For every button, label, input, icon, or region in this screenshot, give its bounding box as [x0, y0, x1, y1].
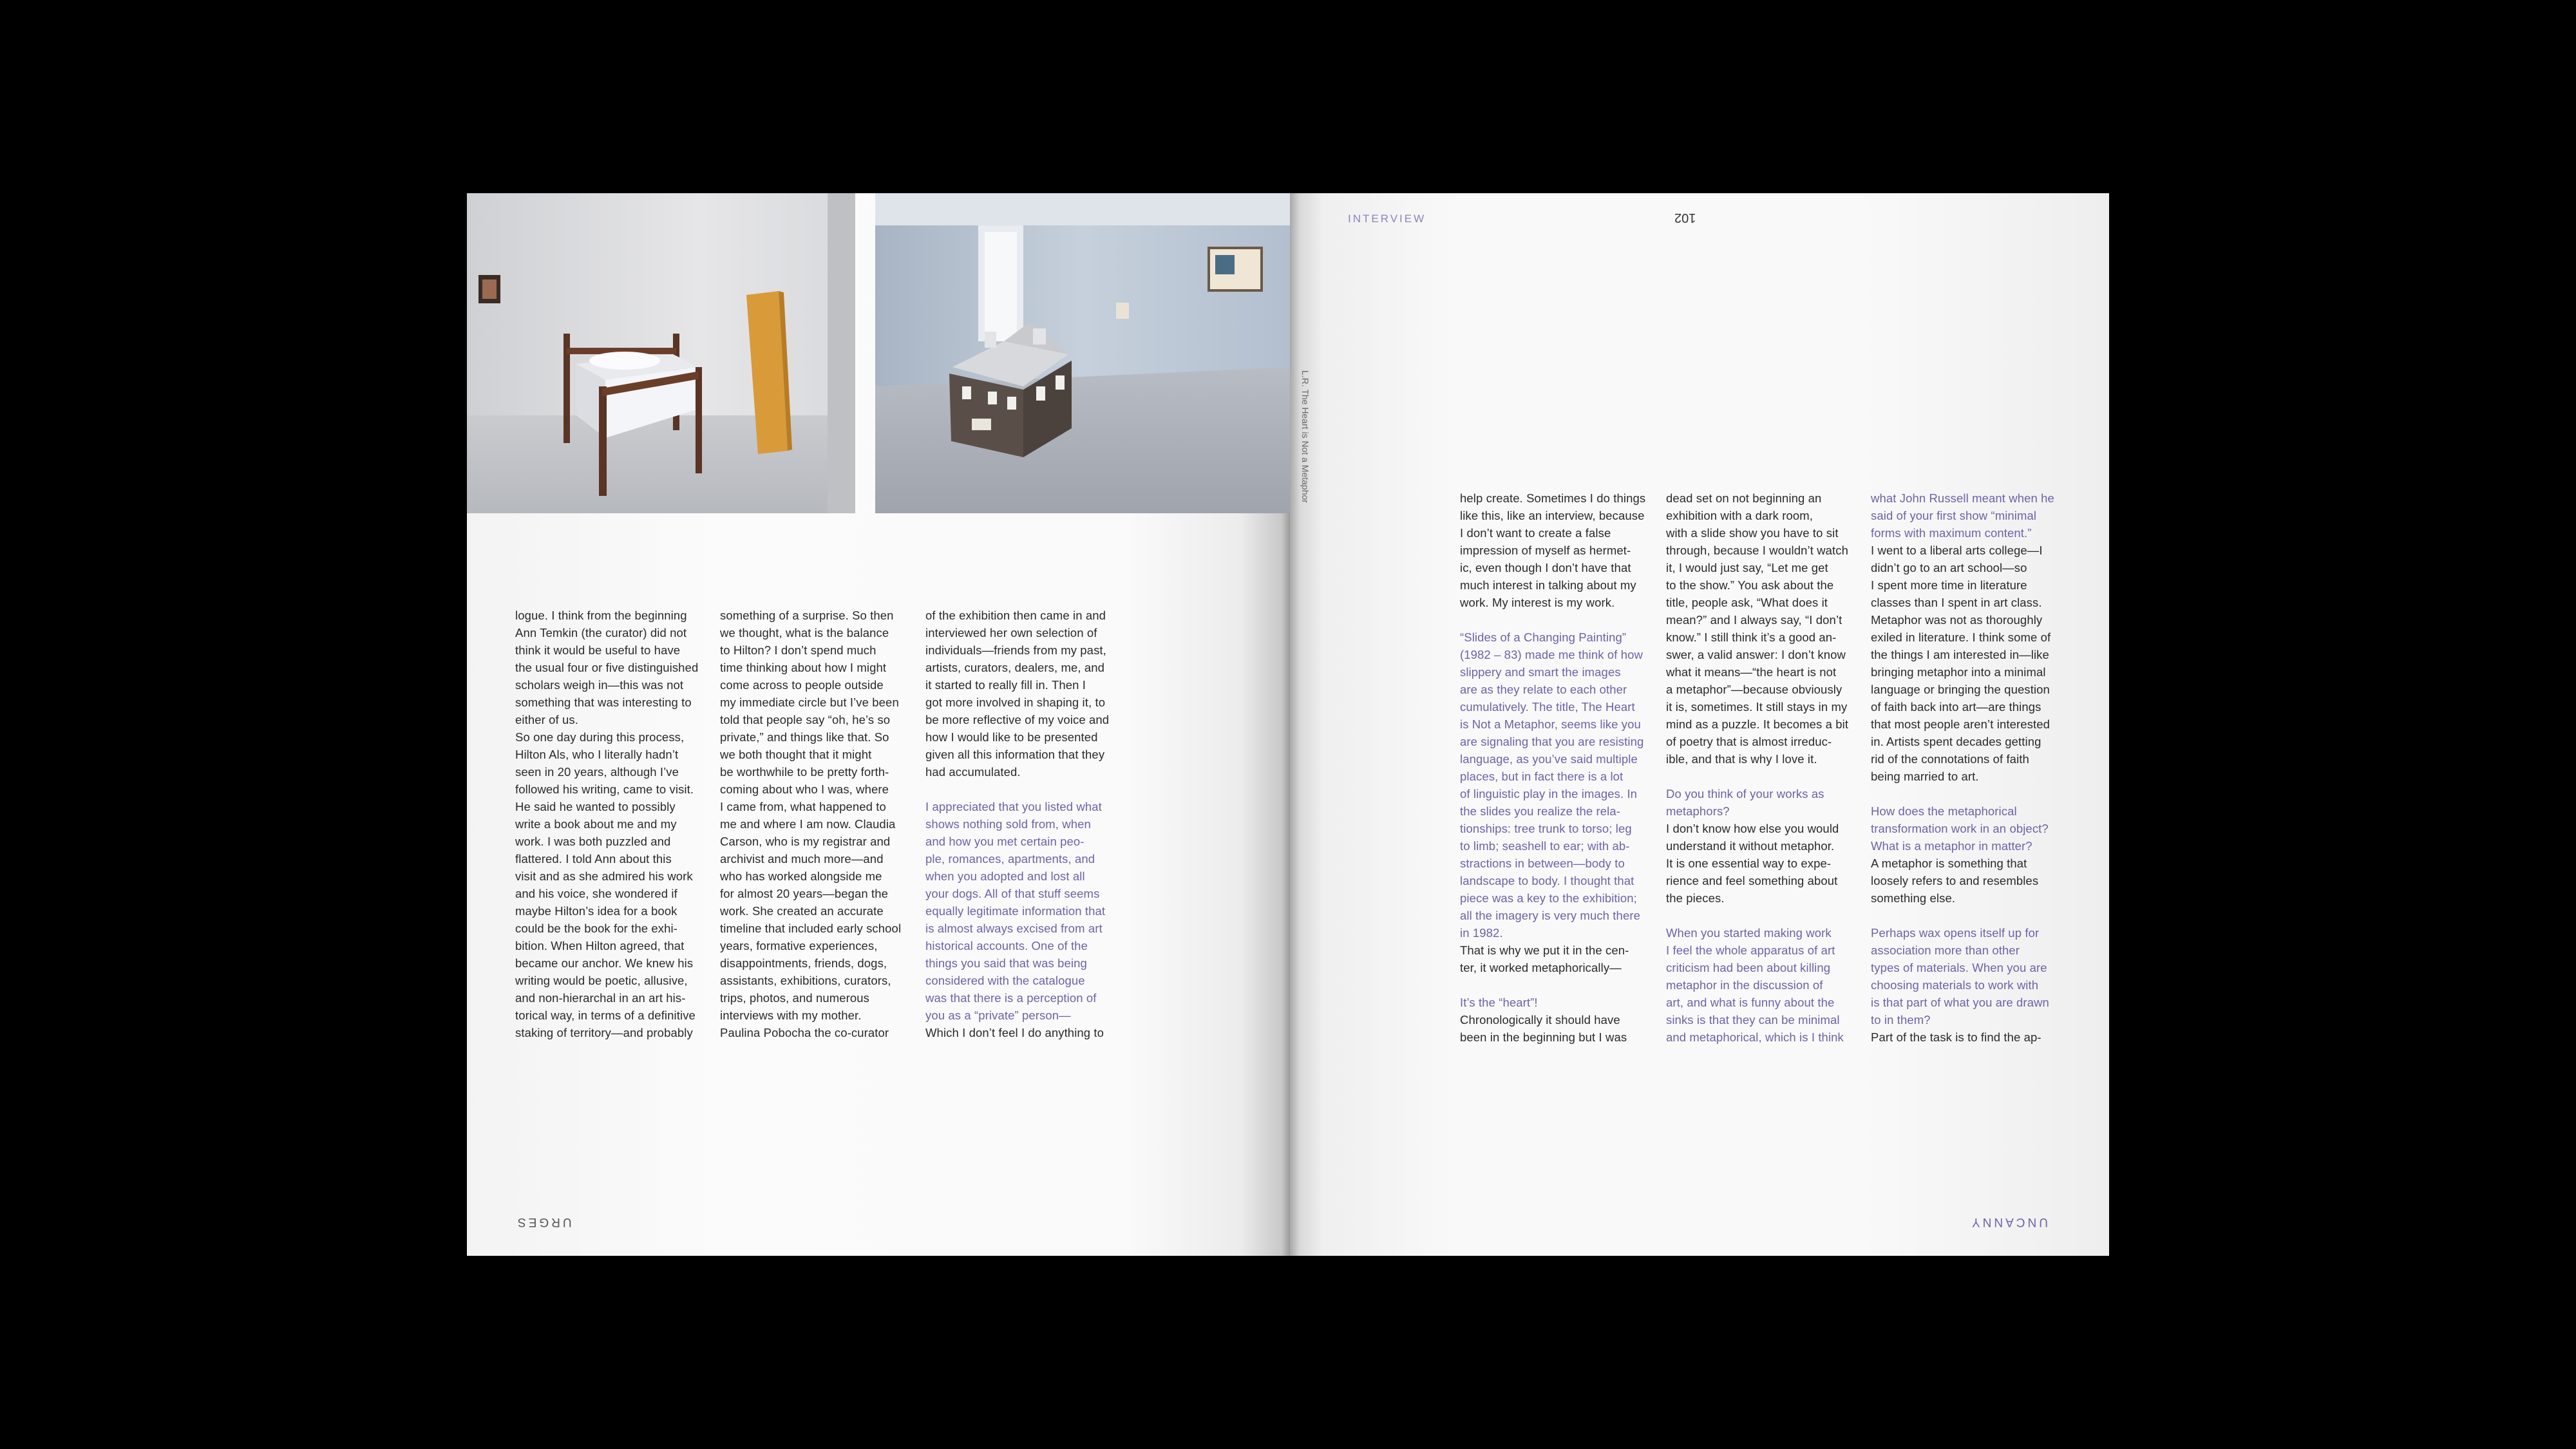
question-line: to limb; seashell to ear; with ab-: [1460, 839, 1630, 853]
question-line: cumulatively. The title, The Heart: [1460, 700, 1635, 714]
text-line: of the exhibition then came in and: [925, 609, 1106, 622]
text-line: ter, it worked metaphorically—: [1460, 961, 1622, 974]
text-line: Hilton Als, who I literally hadn’t: [515, 748, 679, 761]
question-line: things you said that was being: [925, 956, 1087, 970]
text-line: staking of territory—and probably: [515, 1026, 693, 1039]
question-line: you as a “private” person—: [925, 1009, 1071, 1022]
text-line: the things I am interested in—like: [1871, 648, 2049, 661]
question-line: to in them?: [1871, 1013, 1931, 1027]
text-line: told that people say “oh, he’s so: [720, 713, 891, 726]
text-line: of poetry that is almost irreduc-: [1666, 735, 1832, 748]
text-line: That is why we put it in the cen-: [1460, 943, 1629, 957]
text-line: with a slide show you have to sit: [1666, 526, 1839, 540]
text-line: through, because I wouldn’t watch: [1666, 544, 1849, 557]
text-line: had accumulated.: [925, 765, 1021, 779]
text-line: how I would like to be presented: [925, 730, 1098, 744]
text-line: something of a surprise. So then: [720, 609, 894, 622]
text-line: work. I was both puzzled and: [515, 835, 671, 848]
text-line: Chronologically it should have: [1460, 1013, 1620, 1027]
text-line: logue. I think from the beginning: [515, 609, 687, 622]
text-line: think it would be useful to have: [515, 643, 681, 657]
text-line: I don’t know how else you would: [1666, 822, 1839, 835]
text-line: I don’t want to create a false: [1460, 526, 1611, 540]
text-line: He said he wanted to possibly: [515, 800, 676, 813]
running-head-interview: INTERVIEW: [1348, 213, 1426, 225]
question-line: in 1982.: [1460, 926, 1503, 940]
text-line: understand it without metaphor.: [1666, 839, 1835, 853]
question-line: considered with the catalogue: [925, 974, 1085, 987]
text-line: So one day during this process,: [515, 730, 685, 744]
text-line: been in the beginning but I was: [1460, 1030, 1627, 1044]
text-line: I went to a liberal arts college—I: [1871, 544, 2043, 557]
text-line: assistants, exhibitions, curators,: [720, 974, 891, 987]
text-line: timeline that included early school: [720, 922, 902, 935]
text-line: rid of the connotations of faith: [1871, 752, 2029, 766]
paragraph-gap: [1460, 611, 1660, 629]
text-line: title, people ask, “What does it: [1666, 596, 1828, 609]
question-line: I appreciated that you listed what: [925, 800, 1102, 813]
question-line: Do you think of your works as: [1666, 787, 1824, 800]
question-line: What is a metaphor in matter?: [1871, 839, 2032, 853]
question-line: How does the metaphorical: [1871, 804, 2017, 818]
question-line: tionships: tree trunk to torso; leg: [1460, 822, 1632, 835]
question-line: stractions in between—body to: [1460, 857, 1625, 870]
text-line: being married to art.: [1871, 770, 1979, 783]
text-line: and his voice, she wondered if: [515, 887, 677, 900]
question-line: and metaphorical, which is I think: [1666, 1030, 1844, 1044]
text-line: in. Artists spent decades getting: [1871, 735, 2041, 748]
question-line: types of materials. When you are: [1871, 961, 2047, 974]
question-line: was that there is a perception of: [925, 991, 1097, 1005]
text-line: writing would be poetic, allusive,: [515, 974, 688, 987]
text-line: got more involved in shaping it, to: [925, 696, 1106, 709]
vertical-photo-caption: L.R. The Heart is Not a Metaphor: [1300, 370, 1311, 503]
question-line: metaphor in the discussion of: [1666, 978, 1823, 992]
question-line: choosing materials to work with: [1871, 978, 2039, 992]
footer-urges: URGES: [515, 1215, 572, 1229]
text-line: come across to people outside: [720, 678, 884, 692]
text-line: Carson, who is my registrar and: [720, 835, 891, 848]
paragraph-gap: [1871, 785, 2083, 802]
text-line: didn’t go to an art school—so: [1871, 561, 2027, 574]
text-line: either of us.: [515, 713, 578, 726]
text-line: private,” and things like that. So: [720, 730, 889, 744]
bed-installation-photo: [467, 193, 855, 513]
text-line: trips, photos, and numerous: [720, 991, 870, 1005]
text-line: torical way, in terms of a definitive: [515, 1009, 696, 1022]
house-sculpture-photo: [875, 193, 1290, 513]
text-line: work. My interest is my work.: [1460, 596, 1615, 609]
question-line: It’s the “heart”!: [1460, 996, 1538, 1009]
text-line: the pieces.: [1666, 891, 1725, 905]
text-line: be more reflective of my voice and: [925, 713, 1110, 726]
text-line: I came from, what happened to: [720, 800, 886, 813]
paragraph-gap: [1871, 907, 2083, 924]
text-line: Which I don’t feel I do anything to: [925, 1026, 1104, 1039]
text-line: I spent more time in literature: [1871, 578, 2027, 592]
text-line: impression of myself as hermet-: [1460, 544, 1631, 557]
text-line: and non-hierarchal in an art his-: [515, 991, 686, 1005]
question-line: sinks is that they can be minimal: [1666, 1013, 1840, 1027]
text-line: became our anchor. We knew his: [515, 956, 694, 970]
question-line: “Slides of a Changing Painting”: [1460, 630, 1627, 644]
question-line: what John Russell meant when he: [1871, 491, 2054, 505]
question-line: metaphors?: [1666, 804, 1730, 818]
text-line: for almost 20 years—began the: [720, 887, 889, 900]
question-line: forms with maximum content.”: [1871, 526, 2032, 540]
paragraph-gap: [1666, 768, 1866, 785]
text-line: my immediate circle but I’ve been: [720, 696, 899, 709]
right-column-3: [1871, 489, 2083, 1046]
house-sculpture-illustration: [875, 193, 1290, 513]
page-number: 102: [1674, 211, 1696, 225]
question-line: of linguistic play in the images. In: [1460, 787, 1638, 800]
text-line: be worthwhile to be pretty forth-: [720, 765, 889, 779]
footer-uncanny: UNCANNY: [1969, 1215, 2048, 1229]
text-line: bringing metaphor into a minimal: [1871, 665, 2046, 679]
text-line: Part of the task is to find the ap-: [1871, 1030, 2041, 1044]
text-line: exiled in literature. I think some of: [1871, 630, 2051, 644]
text-line: flattered. I told Ann about this: [515, 852, 672, 866]
question-line: piece was a key to the exhibition;: [1460, 891, 1637, 905]
text-line: mind as a puzzle. It becomes a bit: [1666, 717, 1849, 731]
right-page: [1290, 193, 2109, 1256]
question-line: ple, romances, apartments, and: [925, 852, 1095, 866]
right-column-1: [1460, 489, 1660, 1046]
question-line: landscape to body. I thought that: [1460, 874, 1634, 887]
question-line: is that part of what you are drawn: [1871, 996, 2049, 1009]
text-line: the usual four or five distinguished: [515, 661, 699, 674]
text-line: archivist and much more—and: [720, 852, 884, 866]
text-line: disappointments, friends, dogs,: [720, 956, 887, 970]
text-line: Metaphor was not as thoroughly: [1871, 613, 2043, 627]
text-line: followed his writing, came to visit.: [515, 782, 694, 796]
text-line: interviews with my mother.: [720, 1009, 862, 1022]
question-line: your dogs. All of that stuff seems: [925, 887, 1100, 900]
text-line: it is, sometimes. It still stays in my: [1666, 700, 1848, 714]
text-line: given all this information that they: [925, 748, 1105, 761]
question-line: slippery and smart the images: [1460, 665, 1621, 679]
text-line: Paulina Pobocha the co-curator: [720, 1026, 889, 1039]
question-line: art, and what is funny about the: [1666, 996, 1835, 1009]
text-line: visit and as she admired his work: [515, 869, 693, 883]
text-line: we thought, what is the balance: [720, 626, 889, 639]
text-line: to the show.” You ask about the: [1666, 578, 1834, 592]
text-line: swer, a valid answer: I don’t know: [1666, 648, 1846, 661]
text-line: years, formative experiences,: [720, 939, 878, 952]
question-line: transformation work in an object?: [1871, 822, 2049, 835]
left-column-3: [925, 607, 1132, 1041]
text-line: write a book about me and my: [515, 817, 677, 831]
text-line: me and where I am now. Claudia: [720, 817, 896, 831]
left-page: [467, 193, 1290, 1256]
text-line: could be the book for the exhi-: [515, 922, 677, 935]
question-line: are signaling that you are resisting: [1460, 735, 1644, 748]
question-line: is almost always excised from art: [925, 922, 1103, 935]
question-line: association more than other: [1871, 943, 2020, 957]
text-line: coming about who I was, where: [720, 782, 889, 796]
left-column-1: [515, 607, 715, 1041]
question-line: is Not a Metaphor, seems like you: [1460, 717, 1641, 731]
question-line: I feel the whole apparatus of art: [1666, 943, 1835, 957]
text-line: bition. When Hilton agreed, that: [515, 939, 685, 952]
text-line: seen in 20 years, although I’ve: [515, 765, 679, 779]
text-line: it, I would just say, “Let me get: [1666, 561, 1828, 574]
text-line: something that was interesting to: [515, 696, 692, 709]
question-line: shows nothing sold from, when: [925, 817, 1091, 831]
text-line: dead set on not beginning an: [1666, 491, 1822, 505]
text-line: we both thought that it might: [720, 748, 872, 761]
text-line: to Hilton? I don’t spend much: [720, 643, 876, 657]
text-line: a metaphor”—because obviously: [1666, 683, 1842, 696]
text-line: who has worked alongside me: [720, 869, 882, 883]
question-line: when you adopted and lost all: [925, 869, 1085, 883]
question-line: all the imagery is very much there: [1460, 909, 1640, 922]
text-line: know.” I still think it’s a good an-: [1666, 630, 1837, 644]
text-line: individuals—friends from my past,: [925, 643, 1106, 657]
question-line: are as they relate to each other: [1460, 683, 1627, 696]
text-line: language or bringing the question: [1871, 683, 2050, 696]
text-line: work. She created an accurate: [720, 904, 884, 918]
text-line: ible, and that is why I love it.: [1666, 752, 1817, 766]
left-column-2: [720, 607, 920, 1041]
text-line: that most people aren’t interested: [1871, 717, 2050, 731]
question-line: criticism had been about killing: [1666, 961, 1831, 974]
text-line: mean?” and I always say, “I don’t: [1666, 613, 1842, 627]
question-line: and how you met certain peo-: [925, 835, 1084, 848]
question-line: historical accounts. One of the: [925, 939, 1088, 952]
paragraph-gap: [925, 781, 1132, 798]
question-line: language, as you’ve said multiple: [1460, 752, 1638, 766]
text-line: like this, like an interview, because: [1460, 509, 1645, 522]
text-line: much interest in talking about my: [1460, 578, 1636, 592]
question-line: said of your first show “minimal: [1871, 509, 2037, 522]
text-line: maybe Hilton’s idea for a book: [515, 904, 677, 918]
paragraph-gap: [1666, 907, 1866, 924]
text-line: rience and feel something about: [1666, 874, 1838, 887]
bed-installation-illustration: [467, 193, 855, 513]
question-line: When you started making work: [1666, 926, 1832, 940]
right-column-2: [1666, 489, 1866, 1046]
text-line: It is one essential way to expe-: [1666, 857, 1832, 870]
text-line: A metaphor is something that: [1871, 857, 2027, 870]
question-line: places, but in fact there is a lot: [1460, 770, 1624, 783]
text-line: loosely refers to and resembles: [1871, 874, 2039, 887]
text-line: classes than I spent in art class.: [1871, 596, 2042, 609]
text-line: ic, even though I don’t have that: [1460, 561, 1631, 574]
text-line: artists, curators, dealers, me, and: [925, 661, 1105, 674]
text-line: Ann Temkin (the curator) did not: [515, 626, 687, 639]
question-line: Perhaps wax opens itself up for: [1871, 926, 2040, 940]
text-line: interviewed her own selection of: [925, 626, 1097, 639]
question-line: equally legitimate information that: [925, 904, 1106, 918]
text-line: exhibition with a dark room,: [1666, 509, 1813, 522]
question-line: (1982 – 83) made me think of how: [1460, 648, 1643, 661]
text-line: it started to really fill in. Then I: [925, 678, 1086, 692]
paragraph-gap: [1460, 976, 1660, 994]
text-line: help create. Sometimes I do things: [1460, 491, 1646, 505]
text-line: time thinking about how I might: [720, 661, 887, 674]
question-line: the slides you realize the rela-: [1460, 804, 1620, 818]
text-line: something else.: [1871, 891, 1956, 905]
text-line: scholars weigh in—this was not: [515, 678, 684, 692]
text-line: what it means—“the heart is not: [1666, 665, 1837, 679]
text-line: of faith back into art—are things: [1871, 700, 2041, 714]
